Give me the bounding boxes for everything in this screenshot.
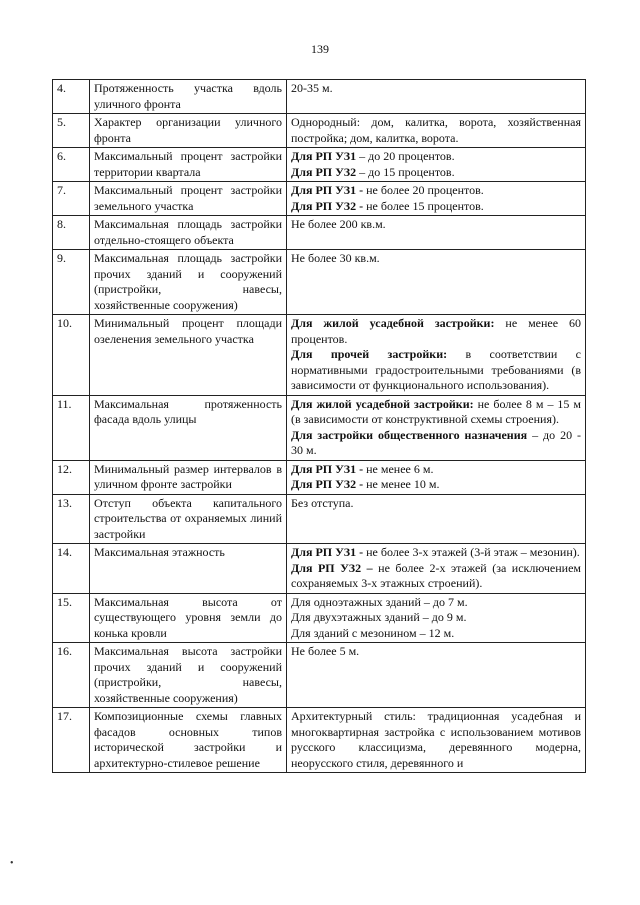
value-emphasis: Для РП УЗ1 bbox=[291, 149, 357, 163]
parameter-value bbox=[287, 315, 586, 396]
value-text: Для зданий с мезонином – 12 м. bbox=[291, 625, 455, 640]
regulations-table bbox=[52, 79, 586, 773]
parameter-name: Максимальная площадь застройки отдельно-стоящего объекта bbox=[90, 216, 287, 250]
parameter-name: Композиционные схемы главных фасадов основных типов исторической застройки и архитектурно-стилевое решение bbox=[90, 708, 287, 773]
table-row bbox=[53, 708, 586, 773]
value-text: Не более 5 м. bbox=[291, 644, 360, 658]
row-number: 16. bbox=[53, 643, 90, 708]
value-paragraph bbox=[291, 165, 581, 181]
value-text: – до 20 - 30 м. bbox=[291, 427, 582, 457]
value-text: Архитектурный стиль: традиционная усадебная и многоквартирная застройка с использованием мотивов русского классицизма, деревянного модерна, неорусского стиля, деревянного и bbox=[291, 709, 581, 770]
parameter-name: Максимальный процент застройки территории квартала bbox=[90, 148, 287, 182]
table-row bbox=[53, 593, 586, 643]
parameter-name: Максимальная площадь застройки прочих зданий и сооружений (пристройки, навесы, хозяйственные сооружения) bbox=[90, 250, 287, 315]
parameter-name: Характер организации уличного фронта bbox=[90, 114, 287, 148]
parameter-value bbox=[287, 395, 586, 460]
row-number: 14. bbox=[53, 544, 90, 594]
value-text: Для двухэтажных зданий – до 9 м. bbox=[291, 610, 467, 624]
value-text: не менее 6 м. bbox=[363, 461, 434, 476]
value-text: – до 20 процентов. bbox=[356, 149, 455, 163]
table-row bbox=[53, 544, 586, 594]
value-emphasis: Для жилой усадебной застройки: bbox=[291, 396, 474, 411]
table-row bbox=[53, 80, 586, 114]
value-paragraph bbox=[291, 115, 581, 146]
value-paragraph bbox=[291, 462, 581, 478]
value-text: не менее 60 процентов. bbox=[291, 316, 581, 346]
value-emphasis: Для РП УЗ1 - bbox=[291, 545, 364, 559]
value-emphasis: Для РП УЗ2 - bbox=[291, 477, 364, 491]
value-paragraph bbox=[291, 199, 581, 215]
value-emphasis: Для прочей застройки: bbox=[291, 347, 448, 361]
parameter-value bbox=[287, 216, 586, 250]
parameter-value bbox=[287, 544, 586, 594]
value-emphasis: Для жилой усадебной застройки: bbox=[291, 316, 495, 330]
parameter-value bbox=[287, 250, 586, 315]
parameter-value bbox=[287, 148, 586, 182]
row-number: 8. bbox=[53, 216, 90, 250]
table-row bbox=[53, 460, 586, 494]
value-text: 20-35 м. bbox=[291, 81, 333, 95]
parameter-name: Максимальная этажность bbox=[90, 544, 287, 594]
table-row bbox=[53, 250, 586, 315]
value-paragraph bbox=[291, 561, 581, 592]
value-text: – до 15 процентов. bbox=[356, 164, 455, 179]
parameter-value bbox=[287, 460, 586, 494]
value-text: Без отступа. bbox=[291, 495, 354, 510]
parameter-value bbox=[287, 593, 586, 643]
value-text: не более 3-х этажей (3-й этаж – мезонин). bbox=[363, 545, 580, 559]
parameter-name: Минимальный размер интервалов в уличном фронте застройки bbox=[90, 460, 287, 494]
value-text: не более 8 м – 15 м (в зависимости от конструктивной схемы строения). bbox=[291, 396, 582, 426]
row-number: 9. bbox=[53, 250, 90, 315]
parameter-name: Максимальная высота застройки прочих зданий и сооружений (пристройки, навесы, хозяйственные сооружения) bbox=[90, 643, 287, 708]
row-number: 10. bbox=[53, 315, 90, 396]
parameter-name: Максимальная протяженность фасада вдоль улицы bbox=[90, 395, 287, 460]
value-text: не более 15 процентов. bbox=[363, 198, 484, 213]
parameter-value bbox=[287, 114, 586, 148]
row-number: 12. bbox=[53, 460, 90, 494]
page-number: 139 bbox=[311, 42, 329, 56]
table-row bbox=[53, 114, 586, 148]
parameter-name: Протяженность участка вдоль уличного фронта bbox=[90, 80, 287, 114]
value-paragraph bbox=[291, 610, 581, 626]
value-paragraph bbox=[291, 81, 581, 97]
value-paragraph bbox=[291, 496, 581, 512]
table-row bbox=[53, 643, 586, 708]
value-text: не менее 10 м. bbox=[363, 477, 440, 491]
table-row bbox=[53, 395, 586, 460]
value-paragraph bbox=[291, 545, 581, 561]
value-paragraph bbox=[291, 644, 581, 660]
value-text: не более 20 процентов. bbox=[363, 183, 484, 197]
value-paragraph bbox=[291, 709, 581, 771]
value-emphasis: Для РП УЗ2 bbox=[291, 164, 357, 179]
parameter-name: Минимальный процент площади озеленения земельного участка bbox=[90, 315, 287, 396]
value-paragraph bbox=[291, 595, 581, 611]
table-row bbox=[53, 494, 586, 544]
table-row bbox=[53, 182, 586, 216]
row-number: 4. bbox=[53, 80, 90, 114]
value-paragraph bbox=[291, 428, 581, 459]
value-paragraph bbox=[291, 217, 581, 233]
parameter-value bbox=[287, 80, 586, 114]
parameter-value bbox=[287, 494, 586, 544]
row-number: 15. bbox=[53, 593, 90, 643]
value-paragraph bbox=[291, 183, 581, 199]
value-emphasis: Для застройки общественного назначения bbox=[291, 427, 528, 442]
value-emphasis: Для РП УЗ1 - bbox=[291, 183, 364, 197]
value-paragraph bbox=[291, 316, 581, 347]
table-row bbox=[53, 216, 586, 250]
parameter-name: Отступ объекта капитального строительства от охраняемых линий застройки bbox=[90, 494, 287, 544]
row-number: 6. bbox=[53, 148, 90, 182]
value-paragraph bbox=[291, 626, 581, 642]
parameter-name: Максимальная высота от существующего уровня земли до конька кровли bbox=[90, 593, 287, 643]
value-text: не более 2-х этажей (за исключением сохраняемых 3-х этажных строений). bbox=[291, 560, 581, 590]
value-paragraph bbox=[291, 397, 581, 428]
value-text: Не более 200 кв.м. bbox=[291, 217, 386, 231]
table-row bbox=[53, 148, 586, 182]
parameter-value bbox=[287, 182, 586, 216]
regulations-table-body bbox=[53, 80, 586, 773]
parameter-value bbox=[287, 643, 586, 708]
row-number: 17. bbox=[53, 708, 90, 773]
value-emphasis: Для РП УЗ2 - bbox=[291, 198, 364, 213]
row-number: 13. bbox=[53, 494, 90, 544]
value-emphasis: Для РП УЗ2 – bbox=[291, 560, 373, 575]
value-text: в соответствии с нормативными градостроительными требованиями (в зависимости от функционального использования). bbox=[291, 347, 582, 392]
row-number: 7. bbox=[53, 182, 90, 216]
value-paragraph bbox=[291, 251, 581, 267]
value-text: Однородный: дом, калитка, ворота, хозяйственная постройка; дом, калитка, ворота. bbox=[291, 115, 581, 145]
row-number: 11. bbox=[53, 395, 90, 460]
parameter-name: Максимальный процент застройки земельного участка bbox=[90, 182, 287, 216]
table-row bbox=[53, 315, 586, 396]
value-paragraph bbox=[291, 477, 581, 493]
value-paragraph bbox=[291, 347, 581, 394]
value-emphasis: Для РП УЗ1 - bbox=[291, 461, 364, 476]
value-text: Не более 30 кв.м. bbox=[291, 251, 380, 265]
row-number: 5. bbox=[53, 114, 90, 148]
parameter-value bbox=[287, 708, 586, 773]
stray-mark: • bbox=[10, 858, 14, 869]
value-paragraph bbox=[291, 149, 581, 165]
value-text: Для одноэтажных зданий – до 7 м. bbox=[291, 594, 468, 609]
